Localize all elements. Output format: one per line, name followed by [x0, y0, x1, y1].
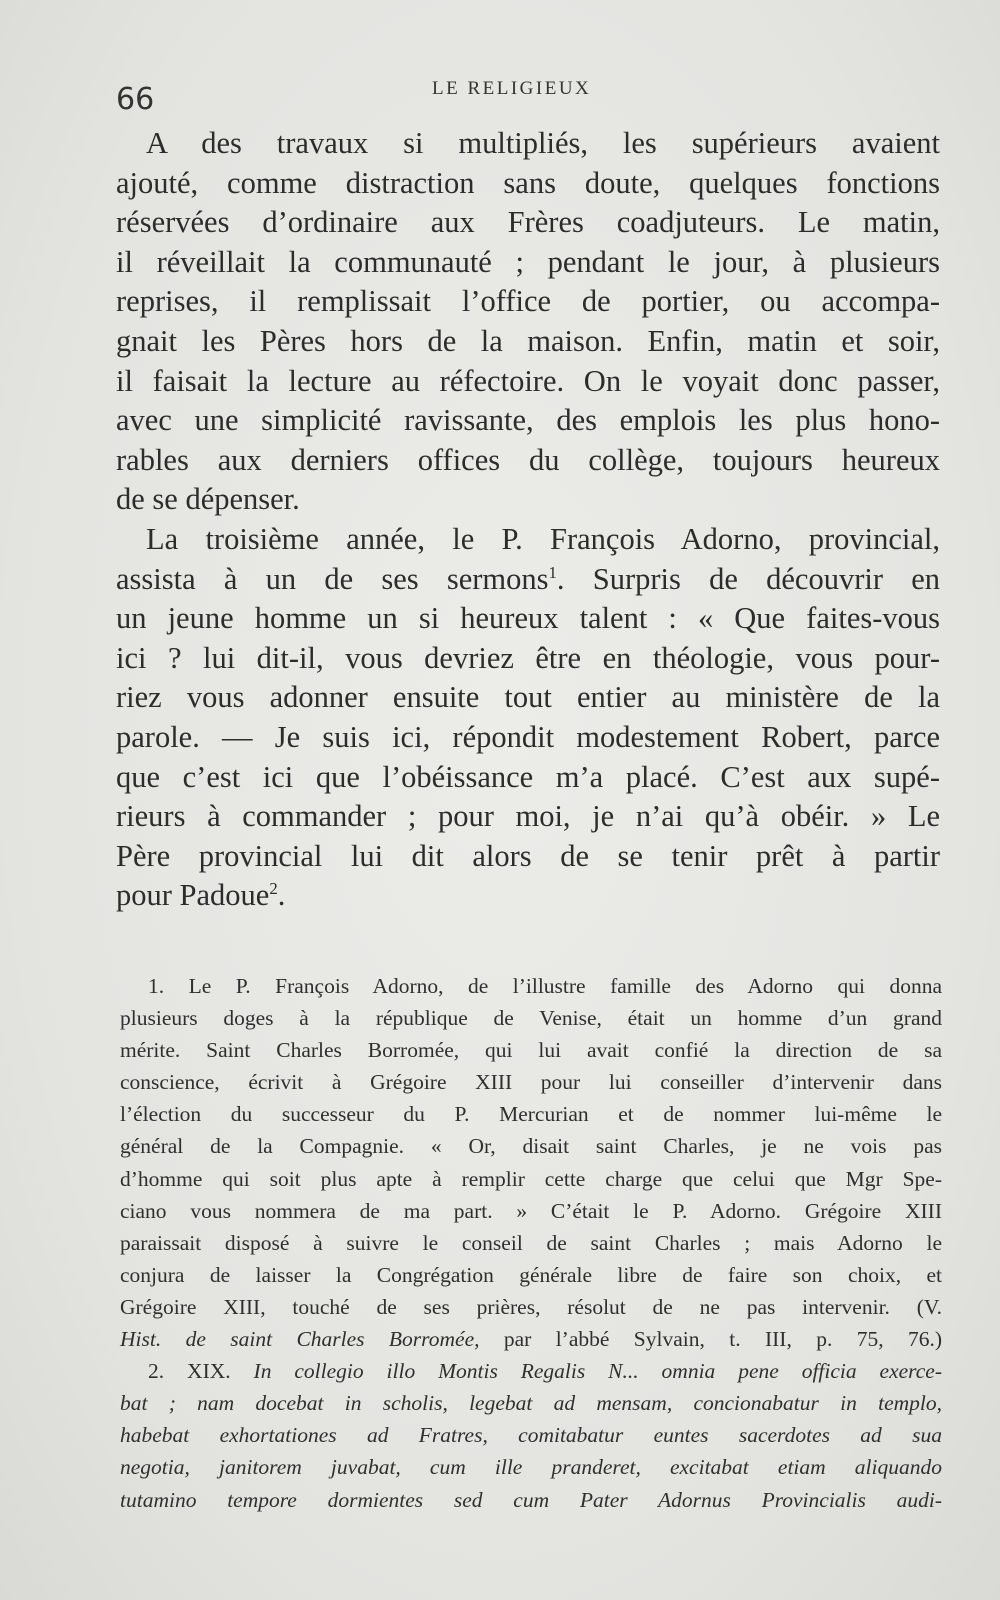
body-line: avec une simplicité ravissante, des emplois les plus hono-: [116, 403, 940, 438]
footnote-line-latin: bat ; nam docebat in scholis, legebat ad mensam, concionabatur in templo,: [120, 1391, 942, 1416]
footnote-line-latin: tutamino tempore dormientes sed cum Pater Adornus Provincialis audi-: [120, 1487, 942, 1512]
body-line: ajouté, comme distraction sans doute, quelques fonctions: [116, 165, 940, 200]
body-line-text: . Surpris de découvrir en: [556, 561, 941, 596]
footnote-line: l’élection du successeur du P. Mercurian et de nommer lui-même le: [120, 1102, 942, 1127]
body-line: un jeune homme un si heureux talent : « Que faites-vous: [116, 601, 940, 636]
body-line: Père provincial lui dit alors de se tenir prêt à partir: [116, 838, 940, 873]
body-line: riez vous adonner ensuite tout entier au ministère de la: [116, 680, 940, 715]
footnote-line-citation: [120, 1323, 942, 1355]
footnote-line-latin: habebat exhortationes ad Fratres, comitabatur euntes sacerdotes ad sua: [120, 1423, 942, 1448]
body-line: reprises, il remplissait l’office de portier, ou accompa-: [116, 284, 940, 319]
footnote-line-latin: negotia, janitorem juvabat, cum ille pranderet, excitabat etiam aliquando: [120, 1455, 942, 1480]
footnote-ref-1[interactable]: 1: [548, 562, 557, 582]
footnote-line: conjura de laisser la Congrégation générale libre de faire son choix, et: [120, 1262, 942, 1287]
page-number: 66: [116, 82, 155, 117]
body-line: que c’est ici que l’obéissance m’a placé. C’est aux supé-: [116, 759, 940, 794]
footnotes: [120, 970, 942, 1516]
body-line: ici ? lui dit-il, vous devriez être en théologie, vous pour-: [116, 640, 940, 675]
body-line: il faisait la lecture au réfectoire. On le voyait donc passer,: [116, 363, 940, 398]
footnote-line: 1. Le P. François Adorno, de l’illustre famille des Adorno qui donna: [148, 974, 942, 998]
body-line: rables aux derniers offices du collège, toujours heureux: [116, 442, 940, 477]
body-line-text: assista à un de ses sermons: [116, 561, 549, 596]
footnote-line: général de la Compagnie. « Or, disait saint Charles, je ne vois pas: [120, 1134, 942, 1159]
latin-quote-italic: In collegio illo Montis Regalis N... omnia pene officia exerce-: [253, 1359, 942, 1384]
footnote-line: paraissait disposé à suivre le conseil de saint Charles ; mais Adorno le: [120, 1230, 942, 1255]
footnote-line: d’homme qui soit plus apte à remplir cette charge que celui que Mgr Spe-: [120, 1166, 942, 1191]
citation-rest: par l’abbé Sylvain, t. III, p. 75, 76.): [479, 1327, 942, 1352]
body-line: A des travaux si multipliés, les supérieurs avaient: [146, 126, 940, 160]
body-line-text: pour Padoue: [116, 878, 270, 913]
footnote-line: conscience, écrivit à Grégoire XIII pour lui conseiller d’intervenir dans: [120, 1070, 942, 1095]
body-line: il réveillait la communauté ; pendant le jour, à plusieurs: [116, 244, 940, 279]
footnote-line: plusieurs doges à la république de Venise, était un homme d’un grand: [120, 1006, 942, 1031]
footnote-line: Grégoire XIII, touché de ses prières, résolut de ne pas intervenir. (V.: [120, 1294, 942, 1319]
body-line-with-note: [116, 876, 940, 916]
footnote-number: 2. XIX.: [148, 1359, 254, 1384]
body-line: réservées d’ordinaire aux Frères coadjuteurs. Le matin,: [116, 205, 940, 240]
body-line-text: .: [277, 878, 286, 913]
body-line-with-note: [116, 560, 940, 600]
body-line: de se dépenser.: [116, 482, 300, 517]
footnote-line-2-start: [120, 1355, 942, 1387]
footnote-ref-2[interactable]: 2: [269, 879, 278, 899]
footnote-line: ciano vous nommera de ma part. » C’était le P. Adorno. Grégoire XIII: [120, 1198, 942, 1223]
book-title-italic: Hist. de saint Charles Borromée,: [120, 1327, 480, 1352]
body-line: gnait les Pères hors de la maison. Enfin, matin et soir,: [116, 323, 940, 358]
body-line: rieurs à commander ; pour moi, je n’ai qu’à obéir. » Le: [116, 799, 940, 834]
running-head: LE RELIGIEUX: [432, 78, 592, 99]
body-text: [116, 124, 940, 916]
body-line: parole. — Je suis ici, répondit modestement Robert, parce: [116, 719, 940, 754]
body-line: La troisième année, le P. François Adorno, provincial,: [146, 521, 940, 556]
footnote-line: mérite. Saint Charles Borromée, qui lui avait confié la direction de sa: [120, 1038, 942, 1063]
